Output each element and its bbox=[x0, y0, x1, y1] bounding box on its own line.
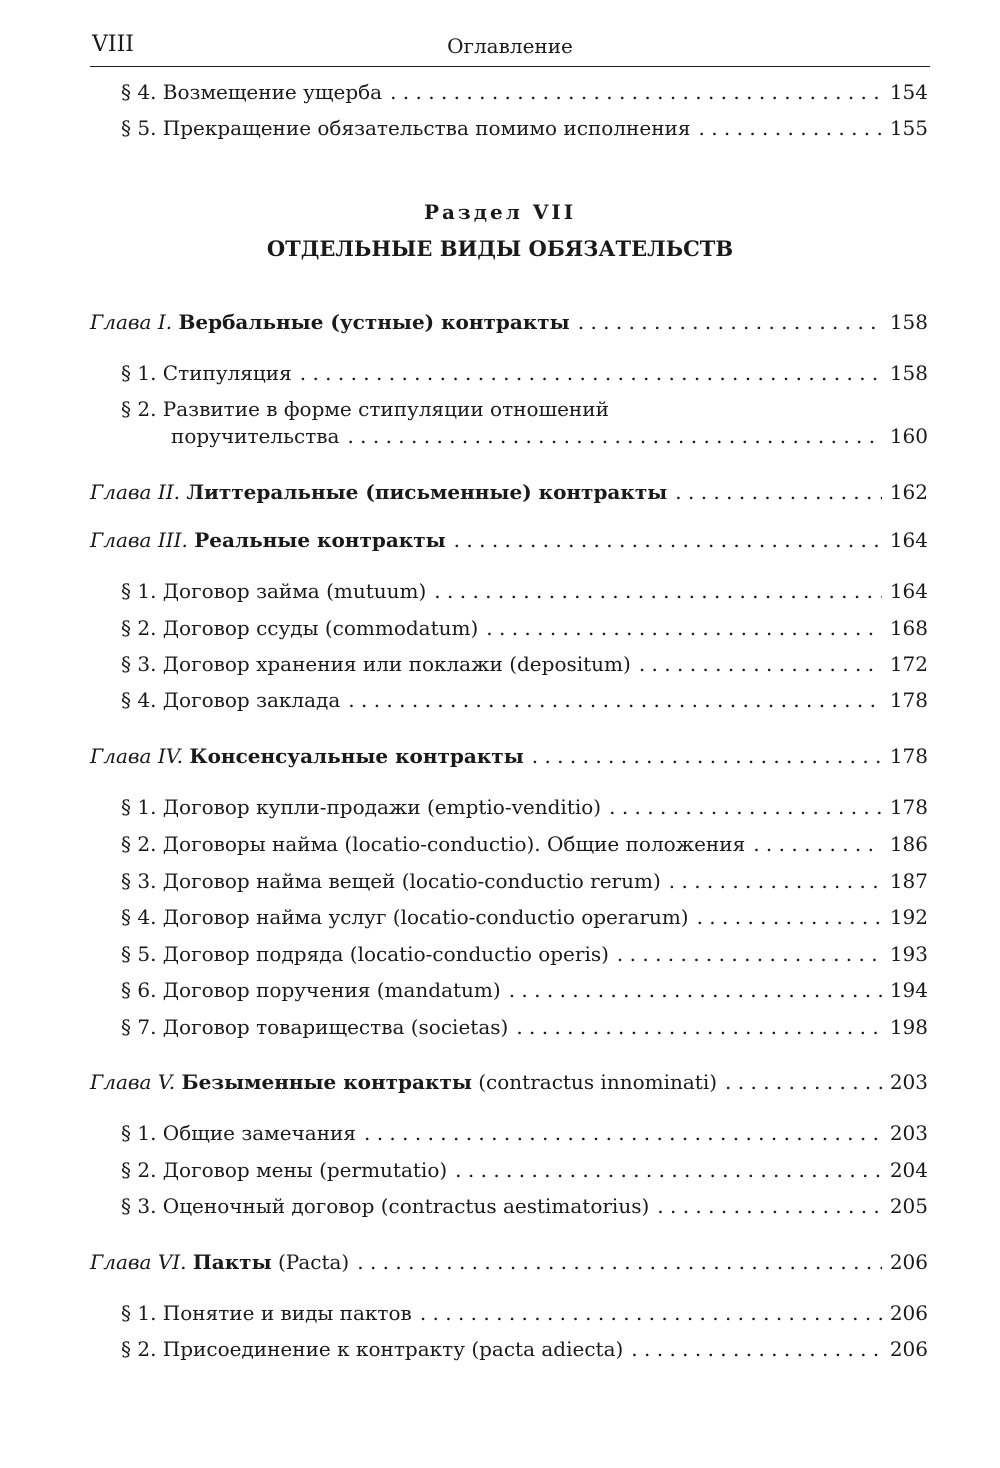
toc-entry-page: 155 bbox=[889, 116, 928, 140]
toc-entry-page: 160 bbox=[889, 424, 928, 448]
toc-entry-page: 178 bbox=[889, 688, 928, 712]
toc-entry[interactable] bbox=[121, 792, 928, 822]
dot-leader bbox=[617, 939, 882, 969]
toc-chapter[interactable] bbox=[90, 525, 928, 555]
toc-chapter-page: 206 bbox=[889, 1250, 928, 1274]
dot-leader bbox=[348, 685, 882, 715]
toc-entry[interactable] bbox=[121, 649, 928, 679]
toc-entry-page: 204 bbox=[889, 1158, 928, 1182]
page-number: VIII bbox=[92, 32, 134, 57]
dot-leader bbox=[486, 613, 882, 643]
dot-leader bbox=[578, 307, 882, 337]
dot-leader bbox=[455, 1155, 882, 1185]
toc-entry[interactable] bbox=[121, 829, 928, 859]
toc-entry[interactable] bbox=[121, 77, 928, 107]
dot-leader bbox=[420, 1298, 882, 1328]
toc-entry-label: § 4. Договор найма услуг (locatio-conductio operarum) bbox=[121, 905, 689, 929]
toc-entry-label: § 4. Возмещение ущерба bbox=[121, 80, 383, 104]
toc-entry-label: § 5. Прекращение обязательства помимо исполнения bbox=[121, 116, 691, 140]
toc-entry-label: § 3. Договор хранения или поклажи (depositum) bbox=[121, 652, 631, 676]
dot-leader bbox=[657, 1191, 882, 1221]
toc-entry-label: § 1. Общие замечания bbox=[121, 1121, 356, 1145]
toc-entry-label: § 2. Присоединение к контракту (pacta adiecta) bbox=[121, 1337, 624, 1361]
toc-entry-label: § 2. Договор мены (permutatio) bbox=[121, 1158, 448, 1182]
toc-entry[interactable] bbox=[121, 939, 928, 969]
toc-entry-page: 206 bbox=[889, 1337, 928, 1361]
dot-leader bbox=[434, 576, 882, 606]
part-label: Раздел VII bbox=[423, 200, 577, 224]
toc-entry-page: 158 bbox=[889, 361, 928, 385]
toc-chapter-label: Глава VI. Пакты (Pacta) bbox=[90, 1250, 350, 1274]
toc-entry[interactable] bbox=[121, 1334, 928, 1364]
dot-leader bbox=[725, 1067, 882, 1097]
toc-entry-label: § 2. Договор ссуды (commodatum) bbox=[121, 616, 479, 640]
dot-leader bbox=[753, 829, 882, 859]
toc-entry[interactable] bbox=[121, 1155, 928, 1185]
dot-leader bbox=[454, 525, 882, 555]
dot-leader bbox=[532, 741, 882, 771]
dot-leader bbox=[390, 77, 882, 107]
toc-entry-page: 206 bbox=[889, 1301, 928, 1325]
toc-chapter-page: 158 bbox=[889, 310, 928, 334]
toc-entry[interactable] bbox=[121, 1191, 928, 1221]
dot-leader bbox=[669, 866, 882, 896]
toc-chapter-label: Глава II. Литтеральные (письменные) контракты bbox=[90, 480, 668, 504]
toc-entry-page: 168 bbox=[889, 616, 928, 640]
dot-leader bbox=[347, 421, 881, 451]
toc-entry-label: § 3. Оценочный договор (contractus aestimatorius) bbox=[121, 1194, 650, 1218]
toc-entry-page: 172 bbox=[889, 652, 928, 676]
toc-entry-label: § 5. Договор подряда (locatio-conductio operis) bbox=[121, 942, 609, 966]
toc-chapter-page: 164 bbox=[889, 528, 928, 552]
toc-entry-label: § 1. Стипуляция bbox=[121, 361, 292, 385]
dot-leader bbox=[509, 975, 882, 1005]
running-header bbox=[90, 30, 930, 67]
toc-entry-label: § 7. Договор товарищества (societas) bbox=[121, 1015, 509, 1039]
toc-entry-label: § 4. Договор заклада bbox=[121, 688, 341, 712]
dot-leader bbox=[675, 477, 882, 507]
toc-entry-label: § 1. Понятие и виды пактов bbox=[121, 1301, 412, 1325]
toc-entry-page: 187 bbox=[889, 869, 928, 893]
toc-chapter-label: Глава I. Вербальные (устные) контракты bbox=[90, 310, 570, 334]
part-title: ОТДЕЛЬНЫЕ ВИДЫ ОБЯЗАТЕЛЬСТВ bbox=[266, 236, 734, 261]
toc-entry[interactable] bbox=[121, 866, 928, 896]
toc-chapter[interactable] bbox=[90, 477, 928, 507]
toc-entry[interactable] bbox=[121, 1298, 928, 1328]
toc-chapter-page: 203 bbox=[889, 1070, 928, 1094]
toc-chapter[interactable] bbox=[90, 741, 928, 771]
toc-chapter-label: Глава IV. Консенсуальные контракты bbox=[90, 744, 524, 768]
dot-leader bbox=[300, 358, 882, 388]
toc-entry-label-line1[interactable]: § 2. Развитие в форме стипуляции отношений bbox=[121, 397, 609, 421]
toc-entry[interactable] bbox=[121, 358, 928, 388]
toc-chapter-label: Глава III. Реальные контракты bbox=[90, 528, 446, 552]
toc-entry[interactable] bbox=[121, 576, 928, 606]
toc-entry[interactable] bbox=[121, 975, 928, 1005]
toc-entry[interactable] bbox=[121, 902, 928, 932]
toc-chapter[interactable] bbox=[90, 1247, 928, 1277]
toc-entry-page: 203 bbox=[889, 1121, 928, 1145]
toc-entry-page: 154 bbox=[889, 80, 928, 104]
toc-entry[interactable] bbox=[121, 113, 928, 143]
toc-entry-label-cont: поручительства bbox=[171, 424, 340, 448]
dot-leader bbox=[631, 1334, 882, 1364]
toc-chapter-page: 162 bbox=[889, 480, 928, 504]
toc-entry-page: 192 bbox=[889, 905, 928, 929]
dot-leader bbox=[698, 113, 881, 143]
dot-leader bbox=[697, 902, 882, 932]
toc-entry[interactable] bbox=[121, 685, 928, 715]
toc-chapter[interactable] bbox=[90, 307, 928, 337]
toc-chapter-label: Глава V. Безыменные контракты (contractus innominati) bbox=[90, 1070, 718, 1094]
toc-entry[interactable] bbox=[121, 1012, 928, 1042]
toc-entry-page: 178 bbox=[889, 795, 928, 819]
toc-entry-label: § 1. Договор купли-продажи (emptio-venditio) bbox=[121, 795, 602, 819]
dot-leader bbox=[639, 649, 882, 679]
toc-entry-page: 205 bbox=[889, 1194, 928, 1218]
toc-entry[interactable] bbox=[121, 1118, 928, 1148]
toc-chapter[interactable] bbox=[90, 1067, 928, 1097]
toc-entry-page: 194 bbox=[889, 978, 928, 1002]
toc-entry-page: 198 bbox=[889, 1015, 928, 1039]
dot-leader bbox=[364, 1118, 882, 1148]
toc-entry-page: 186 bbox=[889, 832, 928, 856]
toc-entry-label: § 3. Договор найма вещей (locatio-conductio rerum) bbox=[121, 869, 661, 893]
dot-leader bbox=[357, 1247, 882, 1277]
dot-leader bbox=[516, 1012, 882, 1042]
toc-entry-label: § 1. Договор займа (mutuum) bbox=[121, 579, 427, 603]
toc-entry[interactable] bbox=[171, 421, 928, 451]
running-title: Оглавление bbox=[447, 34, 573, 58]
toc-entry-page: 164 bbox=[889, 579, 928, 603]
toc-entry-page: 193 bbox=[889, 942, 928, 966]
dot-leader bbox=[609, 792, 882, 822]
toc-entry[interactable] bbox=[121, 613, 928, 643]
toc-entry-label: § 6. Договор поручения (mandatum) bbox=[121, 978, 501, 1002]
toc-chapter-page: 178 bbox=[889, 744, 928, 768]
toc-entry-label: § 2. Договоры найма (locatio-conductio). Общие положения bbox=[121, 832, 746, 856]
